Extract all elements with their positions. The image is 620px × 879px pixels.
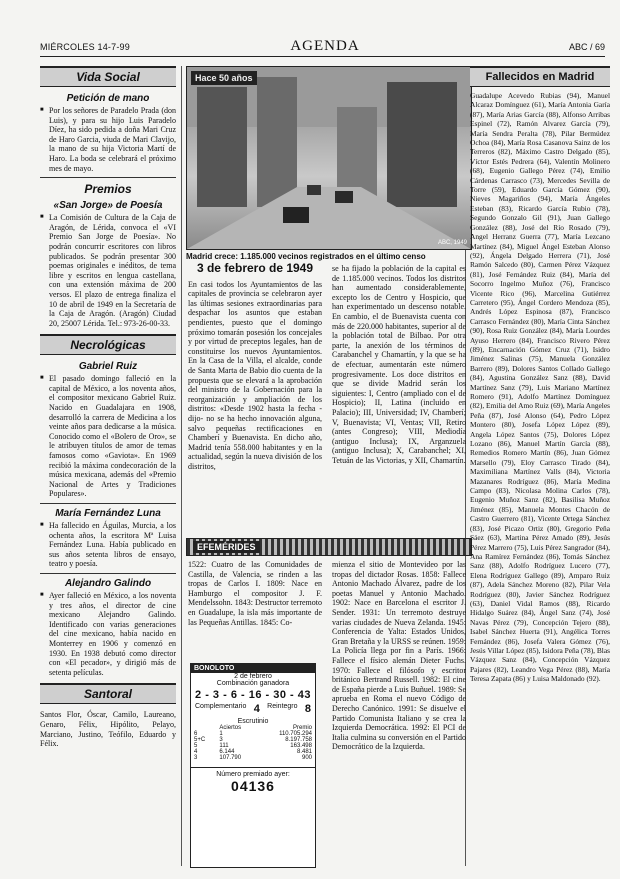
fallecidos-list: Guadalupe Acevedo Rubias (94), Manuel Alcaraz Domínguez (61), María Antonia Garía (87), María Arias García (88), Alfonso Arribas Espinel (72), Ramón Alvarez García (79), María Sendra Peralta (78), Pilar Bermúdez Ochoa (84), María Rosa Casanova Sainz de los Terreros (82), Máximo Castro Delgado (85), Víctor Estés Pedrera (64), Valentín Molinero (68), Eugenio Gallego Pérez (74), Emilio Cárdenas Carrasco (73), Mercedes Sevilla de Torre (59), Eduardo García Gómez (90), Nieves Magariños (94), María Ángeles Esteban (83), Ricardo García Rubio (78), Segundo Gonzalo Gil (91), Juan Gallego González (88), José del Río Rosado (79), Angel Herranz Guerra (77), María Lezcano Martínez (84), Miguel Ángel Esteban Alonso (92), Ángela Delgado Herrera (71), José Ramón Salcedo (80), Carmen Pérez Vázquez (81), José Fernández Ruiz (84), María del Socorro Ingelmo Muñoz (76), Francisco Vicente Rico (96), Marcelina Gutiérrez Carretero (95), Ángel Cordero Mendoza (85), Andrés López Espinosa (87), Francisco Carrasco Fernández (80), María Cinta Sánchez (90), Rosa Ruiz González (84), María Lourdes Ayuso Herrero (84), Francisco Rivero Pérez (89), Encarnación Gómez Cruz (71), Isidro Jiménez Salinas (75), Manuela González Barrero (89), Dolores Santos Collado Gallego (84), Agustina González Sanz (88), David Martínez Sanz (79), Luis Mariano Martínez Romero (91), Adolfo Martínez Domínguez (82), Emilia del Amo Ruiz (69), María Angeles Peña (87), José Alonso (64), Pedro López Montero (80), Josefa López López (89), Angela López Santos (75), Dolores López Lozano (86), Manuel Martín García (88), Remedios Romero Martín (86), Juan Gómez Marsello (79), Eloy Carrasco Tirado (84), Maximiliana Martínez Valls (84), Victoria Mazanares Rodríguez (86), María Medina Campo (83), Nicolasa Molina Carlos (78), Eugenio Muñoz Sanz (82), Basilisa Muñoz Jiménez (85), Manuela Montes Chacón de Castro Guerrero (81), Vicente Ortega Sánchez (83), José Picazo Ortiz (80), Gregorio Peña Sáez (63), Martina Pérez Amado (89), Jesús Pérez Marrero (75), Luis Pérez Sangrador (84), Ana Ramírez Fernández (86), Tomás Sánchez Sanz (88), Adolfo Rodríguez Lucero (77), Elena Rodríguez Gallego (89), Amparo Ruiz (87), Adela Sánchez Moreno (82), Pilar Vela Rodríguez (80), Javier Sánchez Rodríguez (63), Daniel Vidal Ramos (88), Ricardo Hidalgo Suárez (84), Ángel Sanz (74), José Navas Pérez (79), Concepción Tejero (88), Isabel Sánchez Huerta (91), Angélica Torres Fernández (86), Josefa Valera Gómez (76), Jesús Villar López (85), Isidora Peña (78), Blas Vázquez Sanz (84), Concepción Vázquez Pajares (82), Leandro Vega Pérez (88), María Teresa Zapata (86) y Luisa Maldonado (92). [470,91,611,684]
prize-winners: 1 [219,731,223,737]
right-column [470,66,610,684]
efemerides-text-1: 1522: Cuatro de las Comunidades de Castilla, de Valencia, se rinden a las tropas de Carlos I. 1809: Nace en Hamburgo el compositor J. F. Mendelssohn. 1843: Destructor terremoto en Guadalupe, la isla más importante de las Pequeñas Antillas. 1845: Co- [188,560,322,627]
lottery-box [190,663,316,868]
fallecidos-heading: Fallecidos en Madrid [470,66,610,87]
prize-category: 4 [194,749,198,755]
feature-title: 3 de febrero de 1949 [196,261,314,275]
photo-tag: Hace 50 años [191,71,257,85]
reintegro-label: Reintegro [267,703,298,710]
street-scene-image [187,67,471,249]
vida-social-heading: Vida Social [40,66,176,87]
divider [40,573,176,574]
efemerides-label: EFEMÉRIDES [193,541,260,553]
poesia-text: ■ La Comisión de Cultura de la Caja de Aragón, de Lérida, convoca el «VI Premio San Jorge de Poesía». No podrán concurrir escritores con libros publicados. Se podrán presentar 300 poemas originales e inéditos, de tema libre y escritos en lengua castellana, con una extensión máxima de 200 versos. El plazo de entrega finaliza el 10 de abril de 1949 en la Secretaría de la Caja de Aragón. (Aragón) Ciudad 20, 25007 Lérida. Tel.: 973-26-00-33. [40,213,176,328]
efemerides-column-left [188,560,322,627]
prize-winners: 6.144 [219,749,235,755]
prize-amount: 110.705.294 [279,731,312,737]
obituary-text: ■ El pasado domingo falleció en la capital de México, a los noventa años, el compositor mexicano Gabriel Ruiz. Nacido en Guadalajara en 1908, desarrolló la carrera de Medicina a los veinte años para dedicarse a la música. Conocido como el «Bolero de Oro», se le atribuyen títulos de amor de temas famosos como «Gaviota». En 1969 recibió la máxima condecoración de la música mexicana, además del «Premio Nacional de Artes y Tradiciones Populares». [40,374,176,499]
winner-number: 04136 [231,778,275,794]
divider [40,503,176,504]
feature-column-right [332,264,466,465]
photo-credit: ABC, 1949 [437,240,467,246]
reintegro-value: 8 [304,703,311,715]
lottery-date: 2 de febrero [234,673,272,680]
col-premio: Premio [292,725,312,731]
historic-photo [186,66,472,250]
premios-heading: Premios [84,182,132,197]
prize-winners: 3 [219,737,223,743]
header-section: AGENDA [290,38,360,54]
peticion-text: ■ Por los señores de Paradelo Prada (don Luis), y para su hijo Luis Paradelo Díez, ha sido pedida a doña Mari Cruz de Haro Garcia, viuda de Mari Clavijo, la mano de su hija Victoria Martí de Haro. La boda se celebrará el próximo mes de mayo. [40,106,176,173]
efemerides-text-2: mienza el sitio de Montevideo por las tropas del dictador Rosas. 1858: Fallece Antonio Machado Álvarez, padre de los poetas Manuel y Antonio Machado. 1902: Nace en Barcelona el escritor J. Sender. 1931: Un terremoto destruye varias ciudades de Nueva Zelanda. 1945: Conferencia de Yalta: Estados Unidos, Gran Bretaña y la URSS se reúnen. 1959: La Policía llega por fin a París. 1966: Fallece el físico alemán Dieter Fuchs. 1970: Fallece el filósofo y escritor británico Bertrand Russell. 1982: El cine de España pierde a Luis Buñuel. 1989: Se aprueba en Roma el nuevo Código de Derecho Canónico. 1991: Se disuelve el Partido Comunista Italiano y se crea la Izquierda Democrática. 1992: El PCI de Italia culmina su conversión en el Partido Democrático de la Izquierda. [332,560,466,752]
prize-table [191,725,315,761]
prize-category: 6 [194,731,198,737]
prize-category: 5+C [194,737,206,743]
obituary-text: ■ Ayer falleció en México, a los noventa y tres años, el director de cine mexicano Alejandro Galindo. Identificado con varias generaciones del cine mexicano, había nacido en Monterrey en 1906 y comenzó en 1930. En 1938 debutó como director con «El pecador», y dirigió más de setenta películas. [40,591,176,677]
winner-label: Número premiado ayer: [191,767,315,778]
column-divider [181,66,182,866]
obituary-name: María Fernández Luna [55,508,161,519]
prize-category: 5 [194,743,198,749]
header-date: MIÉRCOLES 14-7-99 [40,42,130,52]
feature-text-2: se ha fijado la población de la capital es de 1.185.000 vecinos. Todos los distritos han aumentado considerablemente, excepto los de Centro y Hospicio, que han experimentado un descenso notable. En cambio, el de Buenavista cuenta con más de 220.000 habitantes, superior al de la población total de Bilbao. Por otra parte, la anexión de los términos de Carabanchel y Chamartín, y la que se ha de efectuar, aumentarán este número progresivamente. Los doce distritos en que se divide Madrid serán los siguientes: I, Centro (ampliado con el de Hospicio); II, Latina (incluido en Palacio); III, Universidad; IV, Chamberí; V, Buenavista; VI, Ventas; VII, Retiro (antes Congreso); VIII, Mediodía (antiguo Inclusa); IX, Arganzuela (antiguo Inclusa); X, Carabanchel; XI, Tetuán de las Victorias, y XII, Chamartín. [332,264,466,465]
combination-label: Combinación ganadora [216,680,290,687]
obituary-text: ■ Ha fallecido en Águilas, Murcia, a los ochenta años, la escritora Mª Luisa Fernández Luna. Había publicado en sus años setenta libros de ensayo, teatro y poesía. [40,521,176,569]
lottery-title: BONOLOTO [191,664,315,673]
obituary-name: Alejandro Galindo [64,577,152,589]
winning-numbers: 2 - 3 - 6 - 16 - 30 - 43 [195,689,311,701]
col-aciertos: Aciertos [219,725,242,731]
feature-column-left [188,261,322,471]
feature-text-1: En casi todos los Ayuntamientos de las capitales de provincia se celebraron ayer las últimas sesiones extraordinarias para despachar los asuntos que estaban pendientes, puesto que el domingo próximo tomarán posesión los concejales y por virtud de preceptos legales, han de constituirse los nuevos Ayuntamientos. En la Casa de la Villa, el alcalde, conde de Santa Marta de Babio dio cuenta de la propuesta que se elevará a la aprobación del ministro de la Gobernación para la reorganización y ampliación de los distritos: «Desde 1902 hasta la fecha -dijo- no se ha hecho innovación alguna, salvo pequeñas rectificaciones en Chamberí y Buenavista. En dicho año, Madrid tenía 558.000 habitantes y en la actualidad, según la nueva división de los distritos, [188,279,322,471]
divider [40,177,176,178]
prize-amount: 8.481 [296,749,312,755]
peticion-heading: Petición de mano [66,93,150,104]
table-row [191,755,315,761]
page-header [40,40,605,57]
poesia-heading: «San Jorge» de Poesía [53,200,163,212]
left-column [40,66,176,749]
prize-amount: 8.197.758 [285,737,312,743]
santoral-text: Santos Flor, Óscar, Camilo, Laureano, Genaro, Félix, Hipólito, Pelayo, Marciano, Justino, Teófilo, Eduardo y Félix. [40,710,176,749]
prize-amount: 900 [301,755,312,761]
header-page: ABC / 69 [568,42,605,52]
complementario-label: Complementario [195,703,247,710]
prize-amount: 163.498 [290,743,312,749]
necrologicas-heading: Necrológicas [40,334,176,355]
prize-winners: 107.790 [219,755,242,761]
prize-winners: 111 [219,743,229,749]
prize-category: 3 [194,755,198,761]
efemerides-banner [186,538,472,556]
escrutinio-heading: Escrutinio [237,718,269,725]
efemerides-column-right [332,560,466,752]
obituary-name: Gabriel Ruiz [78,361,138,373]
bonus-row [191,703,315,715]
complementario-value: 4 [253,703,260,715]
photo-caption: Madrid crece: 1.185.000 vecinos registrados en el último censo [186,252,426,261]
santoral-heading: Santoral [40,683,176,704]
